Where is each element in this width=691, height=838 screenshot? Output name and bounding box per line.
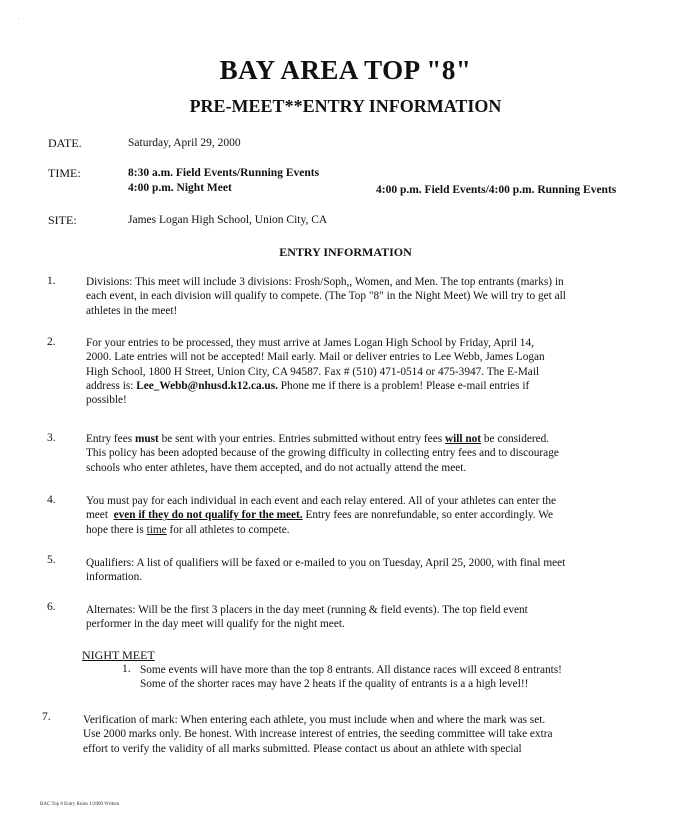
list-item-entries [86,336,545,407]
text-run: be sent with your entries. Entries submitted without entry fees [161,433,443,445]
item-line [86,379,545,393]
item-line: 2000. Late entries will not be accepted! Mail early. Mail or deliver entries to Lee Webb, James Logan [86,351,545,364]
page-subtitle: PRE-MEET**ENTRY INFORMATION [189,96,502,116]
item-line: Some events will have more than the top 8 entrants. All distance races will exceed 8 entrants! [140,664,562,676]
item-number: 1. [47,275,56,287]
text-run: for all athletes to compete. [169,523,290,536]
item-number: 3. [47,432,56,444]
item-line: effort to verify the validity of all marks submitted. Please contact us about an athlete with special [83,742,522,755]
item-line: This policy has been adopted because of the growing difficulty in collecting entry fees and to discourage [86,447,559,460]
night-meet-number: 1. [122,663,131,675]
list-item-divisions [86,275,566,318]
time-line-1: 8:30 a.m. Field Events/Running Events [128,167,320,179]
item-line: performer in the day meet will qualify for the night meet. [86,618,345,631]
list-item-alternates [86,603,528,632]
item-line: athletes in the meet! [86,304,178,317]
site-label: SITE: [48,213,77,227]
email-note: Phone me if there is a problem! Please e-mail entries if [280,379,530,392]
text-run: meet [86,509,108,522]
item-line: For your entries to be processed, they must arrive at James Logan High School by Friday, April 14, [86,337,534,349]
item-line: each event, in each division will qualify to compete. (The Top "8" in the Night Meet) We will try to get all [86,290,566,303]
list-item-fees [86,432,559,475]
item-number: 5. [47,554,56,566]
item-line: High School, 1800 H Street, Union City, CA 94587. Fax # (510) 471-0514 or 475-3947. The E-Mail [86,365,540,378]
date-value: Saturday, April 29, 2000 [128,137,241,149]
footer-note: BAC Top 8 Entry Rules 1/2000 Written [40,802,120,807]
item-line [86,432,559,446]
site-value: James Logan High School, Union City, CA [128,214,328,226]
emphasis-must: must [134,433,159,445]
list-item-payment [86,494,556,537]
time-label: TIME: [48,166,81,180]
emphasis-will-not: will not [444,433,482,445]
time-line-2: 4:00 p.m. Night Meet [128,182,232,194]
item-line: You must pay for each individual in each event and each relay entered. All of your athletes can enter the [86,495,557,507]
text-run: be considered. [483,433,550,445]
item-line: Use 2000 marks only. Be honest. With increase interest of entries, the seeding committee will take extra [83,728,553,741]
text-run: Entry fees [86,433,133,445]
night-meet-heading: NIGHT MEET [82,648,155,662]
item-line: Verification of mark: When entering each athlete, you must include when and where the mark was set. [83,714,546,726]
night-meet-text [140,663,562,692]
item-number: 4. [47,494,56,506]
date-label: DATE. [48,136,82,150]
email-intro: address is: [86,379,134,392]
emphasis-qualify: even if they do not qualify for the meet. [113,509,303,522]
text-run: hope there is [86,523,144,536]
email-address: Lee_Webb@nhusd.k12.ca.us. [136,379,278,392]
corner-mark: . [18,15,20,21]
item-number: 7. [42,711,51,723]
item-number: 6. [47,601,56,613]
list-item-qualifiers [86,556,565,585]
list-item-verification [83,713,553,756]
item-line [86,523,556,537]
item-line: Qualifiers: A list of qualifiers will be faxed or e-mailed to you on Tuesday, April 25, 2000, with final meet [86,557,566,569]
time-line-2-right: 4:00 p.m. Field Events/4:00 p.m. Running Events [376,184,617,196]
item-line: possible! [86,394,127,407]
text-run: Entry fees are nonrefundable, so enter accordingly. We [305,509,553,522]
section-heading: ENTRY INFORMATION [279,245,412,259]
item-line: Some of the shorter races may have 2 heats if the quality of entrants is a a high level!! [140,678,529,691]
item-line: schools who enter athletes, have them accepted, and do not actually attend the meet. [86,461,467,474]
emphasis-time: time [146,523,167,536]
item-line [86,508,556,522]
item-line: Alternates: Will be the first 3 placers in the day meet (running & field events). The top field event [86,604,528,616]
page-title: BAY AREA TOP "8" [219,55,472,85]
item-line: information. [86,571,143,584]
item-number: 2. [47,336,56,348]
item-line: Divisions: This meet will include 3 divisions: Frosh/Soph,, Women, and Men. The top entrants (marks) in [86,276,564,288]
